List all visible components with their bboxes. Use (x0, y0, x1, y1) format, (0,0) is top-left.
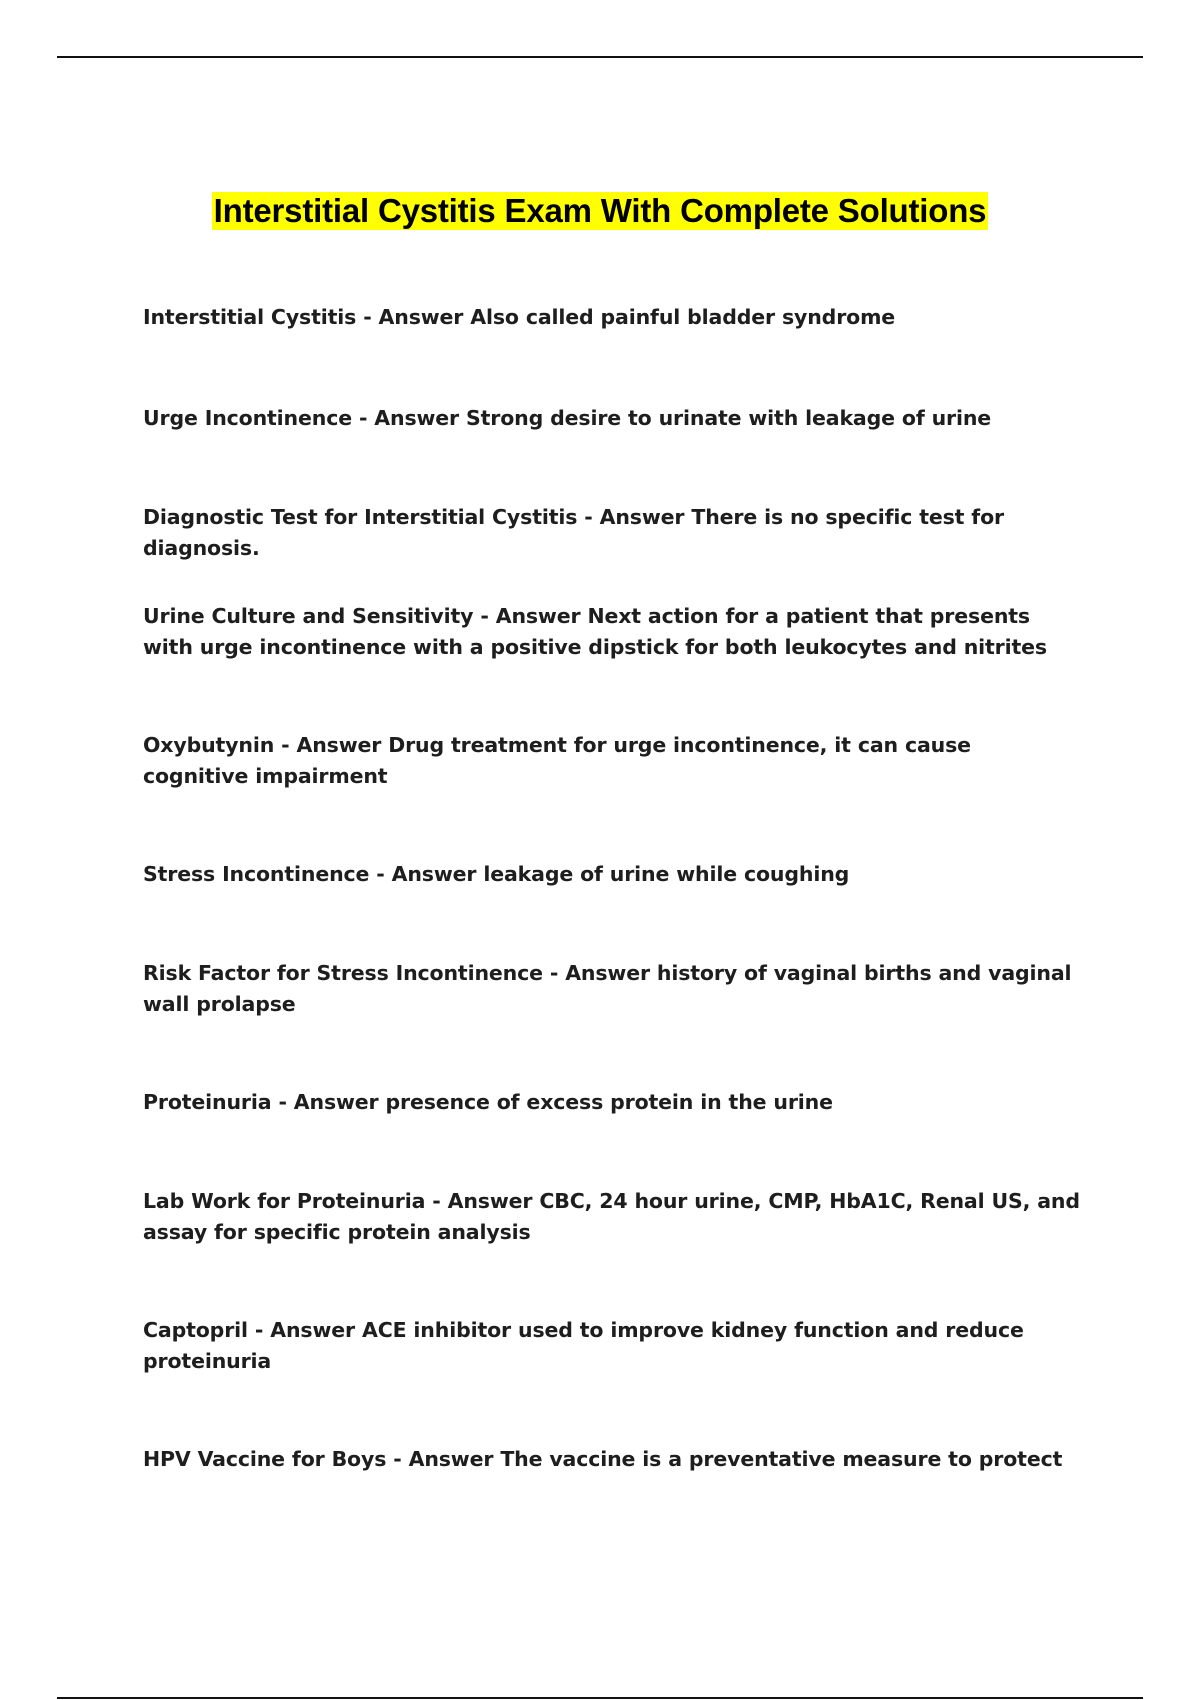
qa-item (143, 302, 1083, 333)
qa-answer: Also called painful bladder syndrome (470, 305, 896, 329)
qa-answer: Drug treatment for urge incontinence, it can cause cognitive impairment (143, 733, 971, 788)
qa-term: Oxybutynin (143, 733, 275, 757)
qa-term: Captopril (143, 1318, 248, 1342)
qa-item (143, 502, 1083, 564)
qa-answer: Next action for a patient that presents with urge incontinence with a positive dipstick for both leukocytes and nitrites (143, 604, 1047, 659)
qa-item (143, 1315, 1083, 1377)
header-rule (57, 56, 1143, 58)
qa-separator: - Answer (274, 733, 389, 757)
qa-item (143, 1087, 1083, 1118)
qa-item (143, 1186, 1083, 1248)
qa-separator: - Answer (425, 1189, 540, 1213)
qa-term: Stress Incontinence (143, 862, 370, 886)
qa-separator: - Answer (351, 406, 466, 430)
qa-separator: - Answer (386, 1447, 501, 1471)
qa-answer: CBC, 24 hour urine, CMP, HbA1C, Renal US, and assay for specific protein analysis (143, 1189, 1080, 1244)
qa-term: Risk Factor for Stress Incontinence (143, 961, 543, 985)
qa-separator: - Answer (577, 505, 692, 529)
qa-term: Proteinuria (143, 1090, 272, 1114)
qa-separator: - Answer (356, 305, 471, 329)
qa-separator: - Answer (271, 1090, 386, 1114)
qa-term: HPV Vaccine for Boys (143, 1447, 387, 1471)
qa-answer: leakage of urine while coughing (483, 862, 850, 886)
qa-separator: - Answer (473, 604, 588, 628)
qa-separator: - Answer (247, 1318, 362, 1342)
qa-item (143, 730, 1083, 792)
qa-answer: ACE inhibitor used to improve kidney function and reduce proteinuria (143, 1318, 1024, 1373)
qa-answer: presence of excess protein in the urine (385, 1090, 833, 1114)
qa-answer: The vaccine is a preventative measure to protect (500, 1447, 1063, 1471)
qa-term: Lab Work for Proteinuria (143, 1189, 426, 1213)
qa-item (143, 1444, 1083, 1475)
title-container (0, 192, 1200, 230)
qa-item (143, 859, 1083, 890)
qa-item (143, 601, 1083, 663)
qa-term: Interstitial Cystitis (143, 305, 357, 329)
footer-rule (57, 1697, 1143, 1699)
qa-answer: Strong desire to urinate with leakage of urine (466, 406, 992, 430)
qa-answer: There is no specific test for diagnosis. (143, 505, 1004, 560)
qa-separator: - Answer (369, 862, 484, 886)
qa-item (143, 403, 1083, 434)
document-title: Interstitial Cystitis Exam With Complete Solutions (213, 192, 987, 229)
qa-separator: - Answer (542, 961, 657, 985)
qa-term: Urine Culture and Sensitivity (143, 604, 474, 628)
qa-answer: history of vaginal births and vaginal wall prolapse (143, 961, 1072, 1016)
qa-term: Diagnostic Test for Interstitial Cystitis (143, 505, 578, 529)
qa-term: Urge Incontinence (143, 406, 352, 430)
qa-item (143, 958, 1083, 1020)
